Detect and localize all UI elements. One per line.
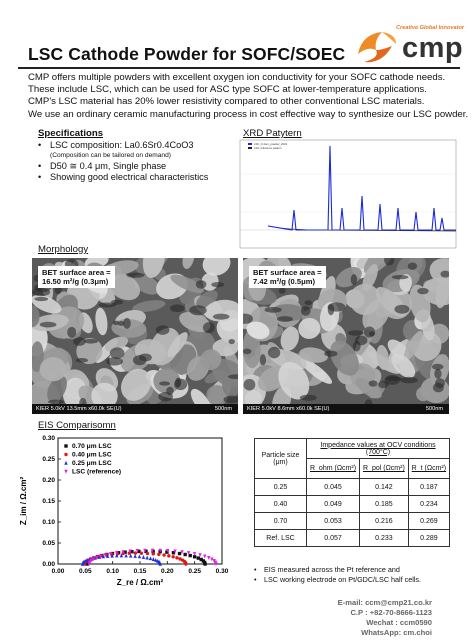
eis-y-tick-label: 0.20 [42,477,55,485]
specifications-list [38,140,233,184]
eis-point [152,552,155,555]
table-header-size: Particle size (μm) [255,439,307,479]
title-divider [18,67,460,69]
eis-point [64,453,67,456]
spec-composition-note: (Composition can be tailored on demand) [50,152,171,160]
eis-point [146,552,149,555]
intro-line: These include LSC, which can be used for ASC type SOFC at lower-temperature applications. [28,84,427,96]
eis-legend-label: 0.40 μm LSC [72,451,112,459]
eis-x-tick-label: 0.30 [215,568,229,575]
eis-x-axis-label: Z_re / Ω.cm² [116,578,164,587]
intro-line: We use an ordinary ceramic manufacturing process in cost effective way to synthesize our LSC powder. [28,108,469,120]
xrd-legend-swatch [248,147,252,149]
table-header-group: Impedance values at OCV conditions (700°C) [307,439,450,459]
logo-tagline: Creative Global Innovator [396,25,465,31]
eis-y-tick-label: 0.30 [42,435,55,443]
table-row [255,479,450,496]
eis-y-tick-label: 0.15 [42,498,55,506]
specifications-heading: Specifications [38,128,104,139]
bet-label: BET surface area = 16.50 m²/g (0.3μm) [38,266,115,288]
eis-point [183,553,186,556]
contact-email[interactable]: E-mail: ccm@cmp21.co.kr [337,598,432,607]
eis-legend-label: 0.25 μm LSC [72,460,112,467]
table-row [255,530,450,547]
note-item: • EIS measured across the Pt reference and [254,565,464,575]
sem-image-03um [32,258,238,414]
intro-line: CMP offers multiple powders with excellent oxygen ion conductivity for your SOFC cathode needs. [28,72,446,83]
table-cell: 0.053 [307,513,360,530]
eis-y-tick-label: 0.25 [42,456,55,464]
xrd-legend-label: LSC reference pattern [254,146,282,150]
eis-y-tick-label: 0.10 [42,519,55,527]
eis-heading: EIS Comparisomn [38,420,116,431]
eis-y-axis-label: Z_im / Ω.cm² [19,476,28,526]
table-cell: 0.185 [360,496,409,513]
contact-phone: C.P : +82-70-8666-1123 [350,608,432,617]
eis-x-tick-label: 0.05 [79,568,92,575]
eis-point [184,562,187,565]
table-cell: 0.40 [255,496,307,513]
table-row [255,513,450,530]
intro-paragraph [28,72,469,121]
eis-point [157,553,160,556]
table-cell: 0.70 [255,513,307,530]
table-cell: 0.25 [255,479,307,496]
eis-point [189,554,192,557]
sem-scale: 500nm [214,406,232,412]
logo-wordmark: cmp [402,32,464,64]
table-cell: 0.216 [360,513,409,530]
xrd-heading: XRD Patytern [243,128,302,139]
bet-label: BET surface area = 7.42 m²/g (0.5μm) [249,266,326,288]
contact-wechat: Wechat : ccm0590 [366,618,432,627]
table-cell: 0.233 [360,530,409,547]
eis-point [197,556,200,559]
eis-point [167,554,170,557]
spec-d50: • D50 ≅ 0.4 μm, Single phase [38,161,233,172]
eis-legend-label: 0.70 μm LSC [72,443,112,450]
xrd-legend-swatch [248,143,252,145]
table-cell: Ref. LSC [255,530,307,547]
table-cell: 0.234 [408,496,449,513]
eis-x-tick-label: 0.10 [106,568,119,575]
sem-databar: KIER 5.0kV 8.6mm x60.0k SE(U) 500nm [243,404,449,414]
eis-point [203,562,206,565]
sem-scale: 500nm [425,406,443,412]
table-col-head: R_pol (Ωcm²) [360,459,409,479]
cmp-logo-icon [352,24,402,70]
table-cell: 0.289 [408,530,449,547]
xrd-legend-label: LSC_0.4um_powder_2022 [254,142,288,146]
table-cell: 0.269 [408,513,449,530]
eis-point [175,556,178,559]
eis-y-tick-label: 0.00 [42,561,55,569]
morphology-heading: Morphology [38,244,89,255]
spec-electrical: • Showing good electrical characteristics [38,172,233,183]
eis-point [64,444,67,447]
eis-nyquist-chart [18,432,232,592]
impedance-table [254,438,450,547]
table-cell: 0.142 [360,479,409,496]
cmp-logo [352,22,465,70]
page-title: LSC Cathode Powder for SOFC/SOEC [28,44,346,64]
xrd-pattern-plot [230,138,458,250]
table-row [255,496,450,513]
table-col-head: R_ohm (Ωcm²) [307,459,360,479]
contact-whatsapp: WhatsApp: cm.choi [361,628,432,637]
eis-point [134,551,137,554]
eis-point [140,552,143,555]
table-cell: 0.057 [307,530,360,547]
table-cell: 0.045 [307,479,360,496]
eis-point [162,553,165,556]
table-col-head: R_t (Ωcm²) [408,459,449,479]
eis-point [172,555,175,558]
eis-x-tick-label: 0.00 [51,568,65,575]
eis-legend-label: LSC (reference) [72,468,122,476]
intro-line: CMP's LSC material has 20% lower resistivity compared to other conventional LSC materials. [28,96,425,108]
sem-databar: KIER 5.0kV 13.5mm x60.0k SE(U) 500nm [32,404,238,414]
sem-image-05um [243,258,449,414]
spec-composition: • LSC composition: La0.6Sr0.4CoO3 [38,140,233,151]
eis-x-tick-label: 0.25 [188,568,201,575]
table-cell: 0.049 [307,496,360,513]
eis-x-tick-label: 0.15 [133,568,147,575]
note-item: • LSC working electrode on Pt/GDC/LSC half cells. [254,575,464,585]
eis-y-tick-label: 0.05 [42,540,55,548]
eis-point [178,552,181,555]
eis-notes [254,565,464,585]
eis-x-tick-label: 0.20 [161,568,174,575]
table-cell: 0.187 [408,479,449,496]
contact-block [338,598,432,638]
